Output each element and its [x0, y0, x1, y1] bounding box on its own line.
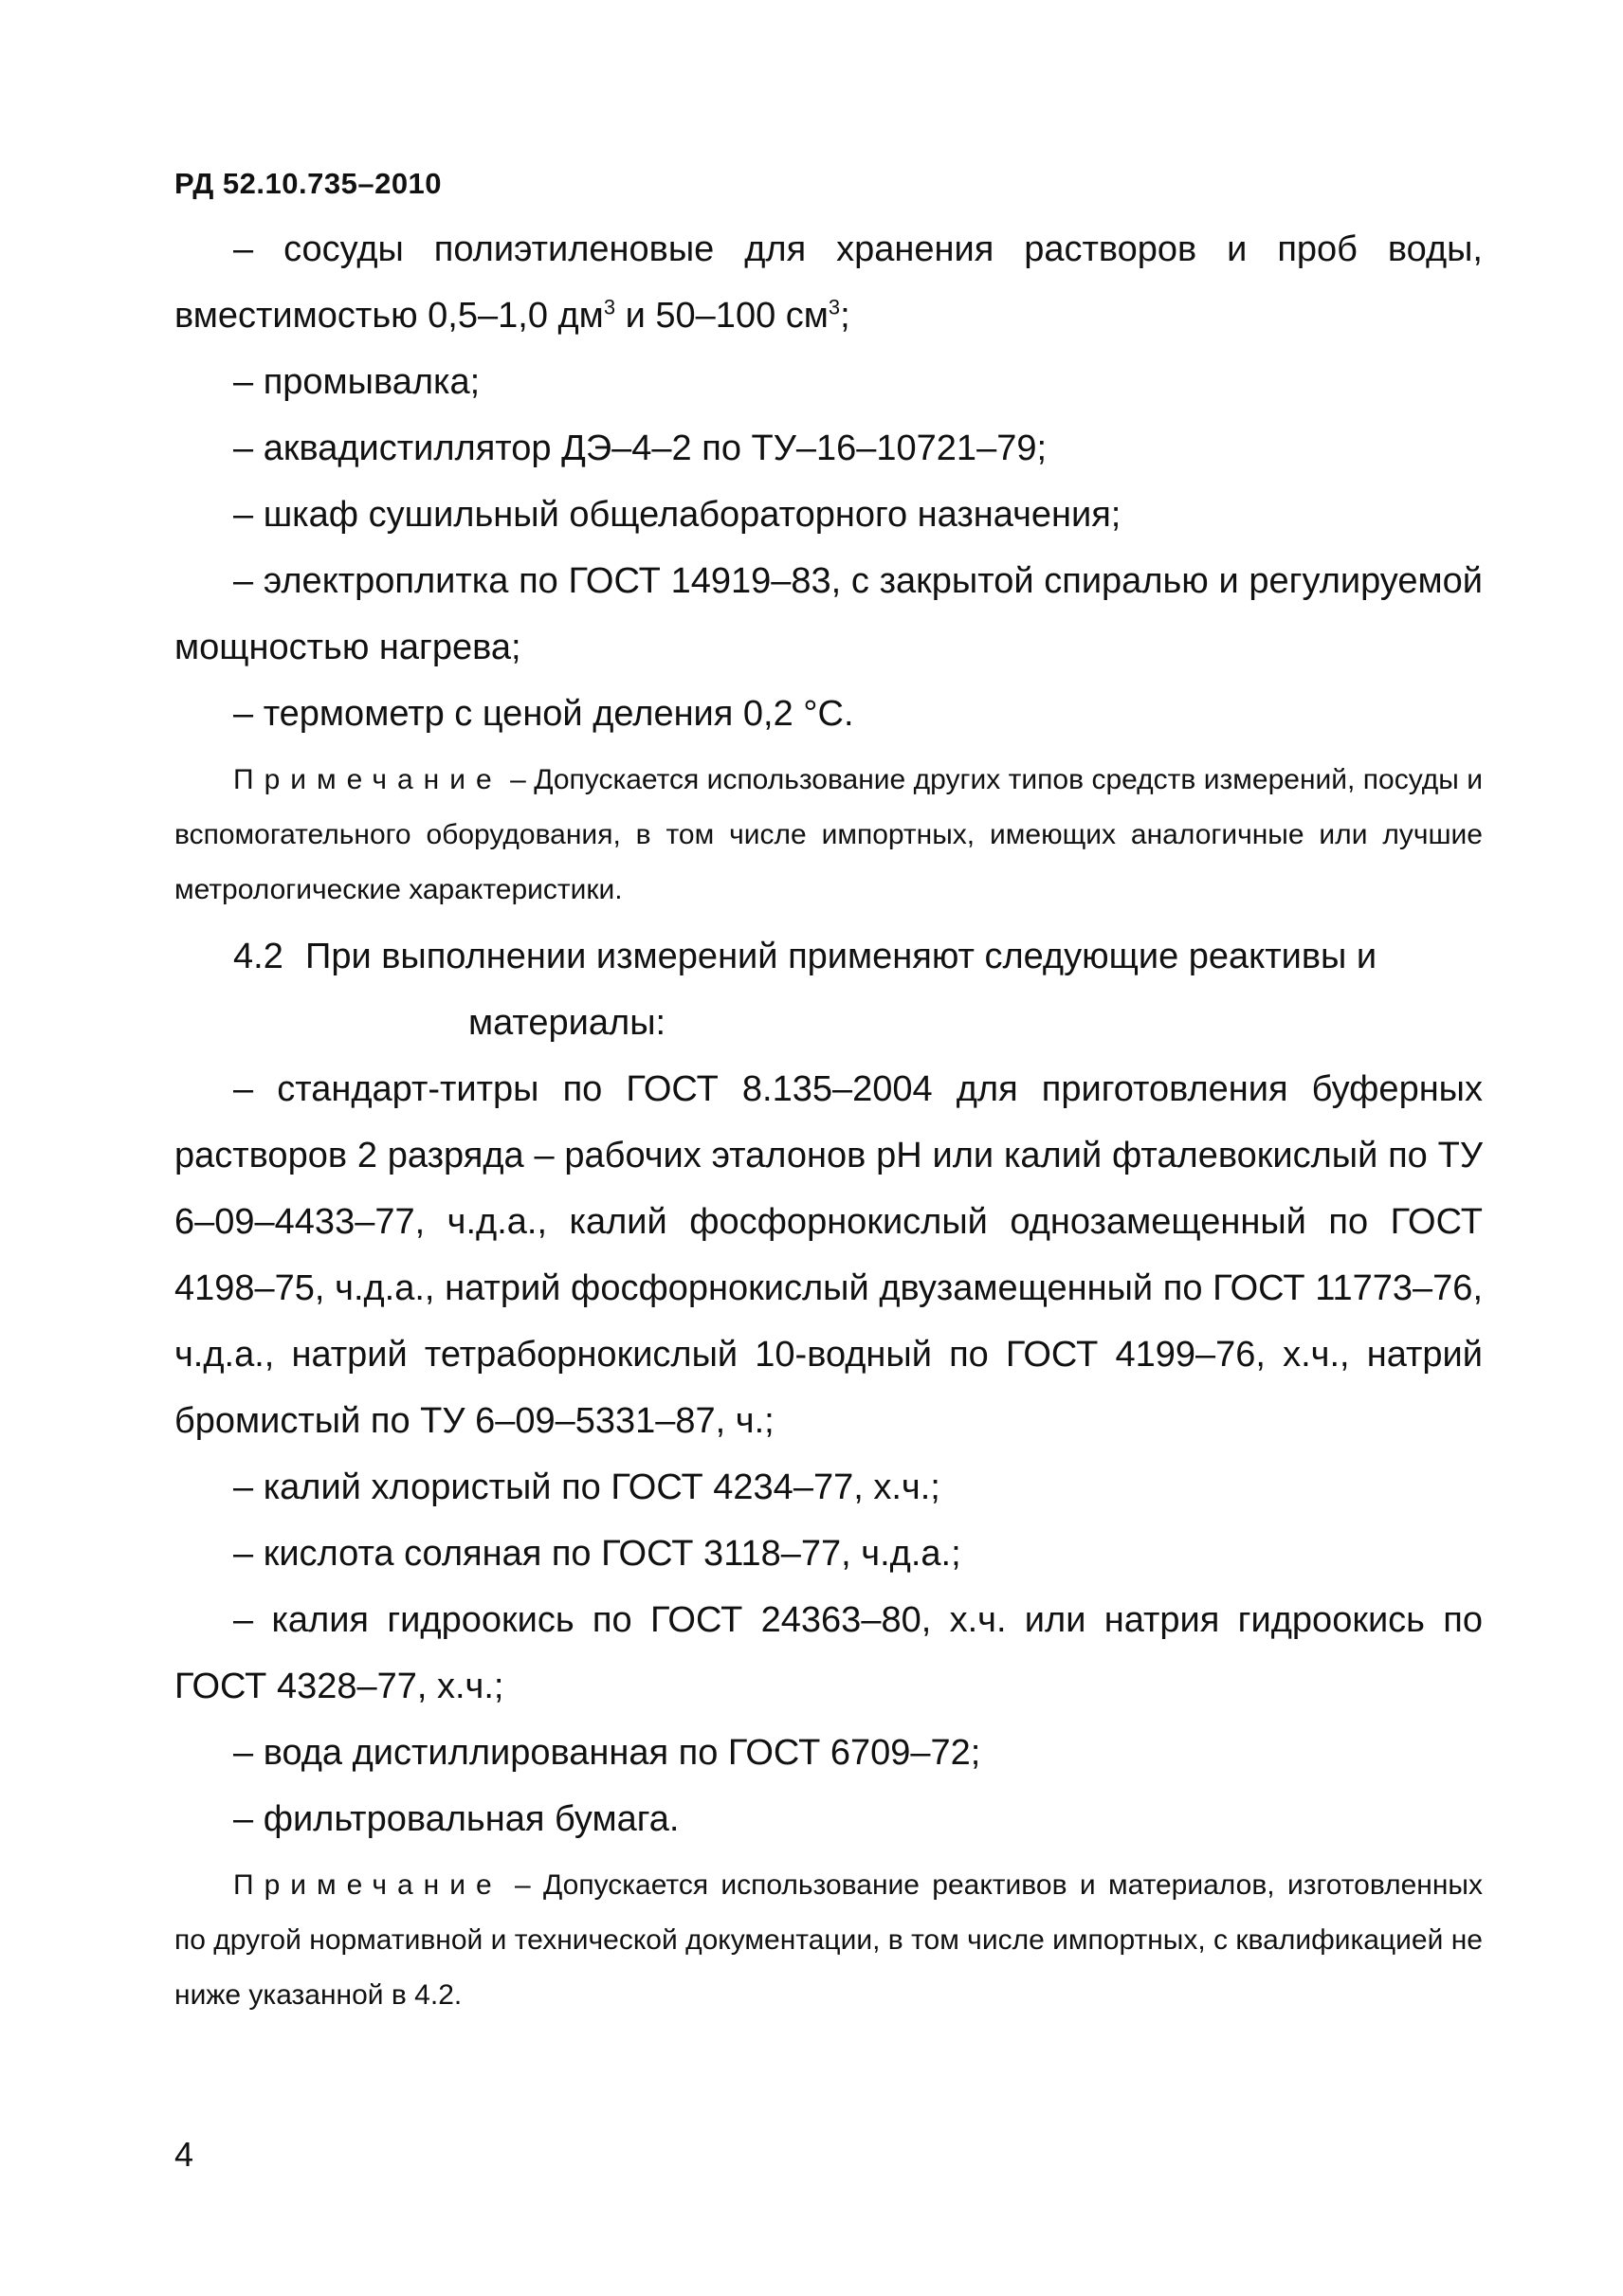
note-label: Примечание — [233, 1869, 502, 1901]
list-item-thermometer: – термометр с ценой деления 0,2 °С. — [233, 694, 854, 734]
vessels-text-c: ; — [840, 296, 850, 336]
list-item-wash-bottle: – промывалка; — [233, 362, 481, 402]
vessels-superscript-2: 3 — [828, 295, 841, 319]
vessels-text-b: и 50–100 см — [615, 296, 829, 336]
list-item-hydrochloric-acid: – кислота соляная по ГОСТ 3118–77, ч.д.а.; — [233, 1534, 961, 1574]
section-number: 4.2 — [233, 937, 283, 976]
list-item-distiller: – аквадистиллятор ДЭ–4–2 по ТУ–16–10721–79; — [233, 428, 1048, 468]
section-text: При выполнении измерений применяют следующие реактивы и материалы: — [305, 937, 1377, 1043]
list-item-filter-paper: – фильтровальная бумага. — [233, 1799, 680, 1839]
note-equipment — [174, 753, 1483, 918]
list-item-potassium-chloride: – калий хлористый по ГОСТ 4234–77, х.ч.; — [233, 1467, 940, 1507]
vessels-superscript-1: 3 — [603, 295, 616, 319]
document-code-header: РД 52.10.735–2010 — [174, 167, 443, 200]
vessels-text-a: – сосуды полиэтиленовые для хранения растворов и проб воды, вместимостью 0,5–1,0 дм — [174, 229, 1483, 336]
page-number: 4 — [174, 2135, 194, 2174]
list-item-drying-cabinet: – шкаф сушильный общелабораторного назначения; — [233, 495, 1122, 535]
note-label: Примечание — [233, 764, 502, 795]
list-item-vessels — [174, 216, 1483, 349]
note-text: – Допускается использование реактивов и материалов, изготовленных по другой нормативной и технической документации, в том числе импортных, с квалификацией не ниже указанной в 4.2. — [174, 1869, 1483, 2011]
list-item-hydroxide: – калия гидроокись по ГОСТ 24363–80, х.ч. или натрия гидроокись по ГОСТ 4328–77, х.ч.; — [174, 1600, 1483, 1706]
list-item-hotplate: – электроплитка по ГОСТ 14919–83, с закрытой спиралью и регулируемой мощностью нагрева; — [174, 561, 1483, 667]
note-text: – Допускается использование других типов средств измерений, посуды и вспомогательного оборудования, в том числе импортных, имеющих аналогичные или лучшие метрологические характеристики. — [174, 764, 1483, 905]
list-item-standard-titres: – стандарт-титры по ГОСТ 8.135–2004 для приготовления буферных растворов 2 разряда – рабочих эталонов рН или калий фталевокислый по ТУ 6–09–4433–77, ч.д.а., калий фосфорнокислый однозамещенный по ГОСТ 4198–75, ч.д.а., натрий фосфорнокислый двузамещенный по ГОСТ 11773–76, ч.д.а., натрий тетраборнокислый 10-водный по ГОСТ 4199–76, х.ч., натрий бромистый по ТУ 6–09–5331–87, ч.; — [174, 1069, 1483, 1441]
note-reagents — [174, 1858, 1483, 2023]
section-4-2 — [174, 923, 1483, 1056]
page-body — [174, 216, 1483, 2023]
list-item-distilled-water: – вода дистиллированная по ГОСТ 6709–72; — [233, 1733, 981, 1773]
